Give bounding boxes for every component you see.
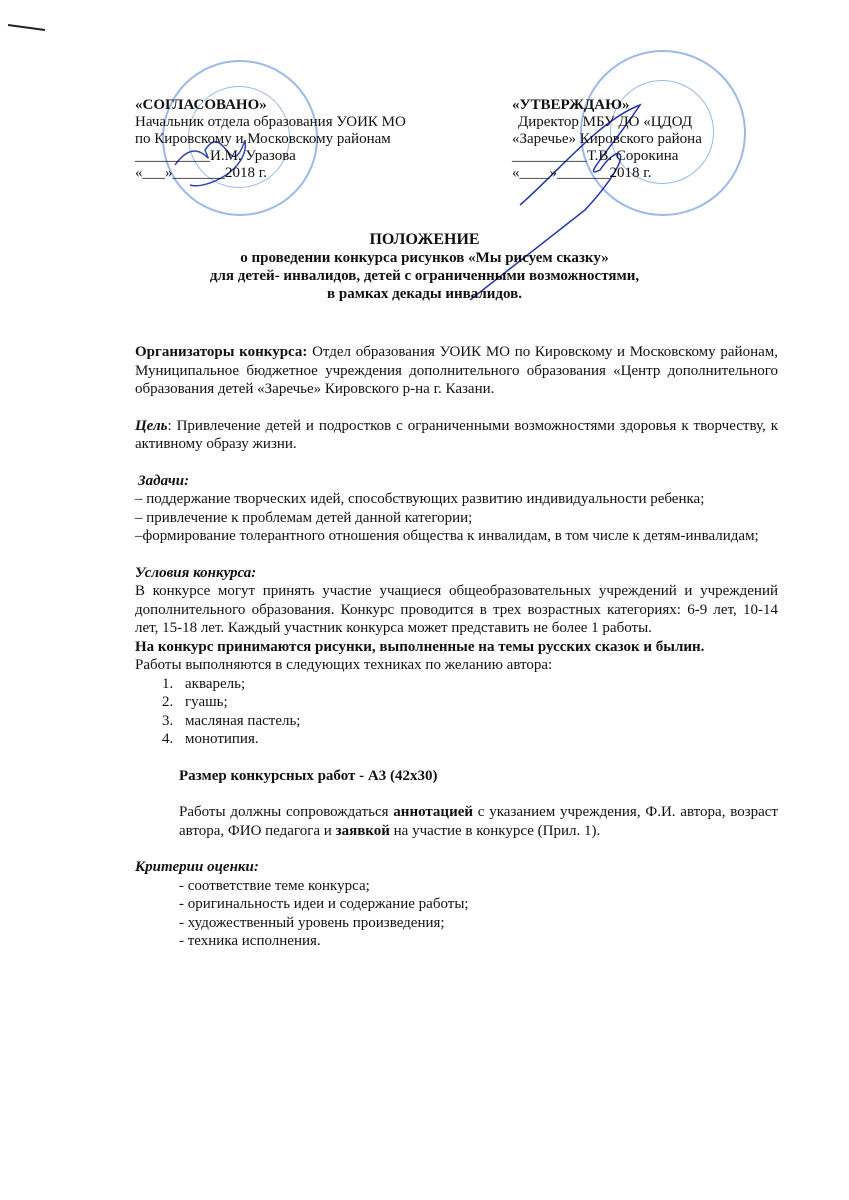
techniques-intro: Работы выполняются в следующих техниках по желанию автора: bbox=[135, 657, 553, 673]
document-title bbox=[0, 231, 849, 303]
criteria-item: - оригинальность идеи и содержание работы; bbox=[179, 896, 469, 912]
annotation: Работы должны сопровождаться аннотацией с указанием учреждения, Ф.И. автора, возраст автора, ФИО педагога и заявкой на участие в конкурсе (Прил. 1). bbox=[179, 804, 778, 839]
criteria-item: - техника исполнения. bbox=[179, 933, 321, 949]
organizers-text: Отдел образования УОИК МО по Кировскому и Московскому районам, Муниципальное бюджетное учреждения дополнительного образования «Центр дополнительного образования детей «Заречье» Кировского р-на г. Казани. bbox=[135, 344, 778, 397]
technique-item: 1. акварель; bbox=[177, 675, 778, 694]
approval-left-title: «СОГЛАСОВАНО» bbox=[135, 97, 267, 113]
task-item: – привлечение к проблемам детей данной категории; bbox=[135, 509, 473, 526]
criteria-item: - соответствие теме конкурса; bbox=[179, 877, 370, 894]
approval-right-title: «УТВЕРЖДАЮ» bbox=[512, 97, 630, 113]
task-item: – поддержание творческих идей, способствующих развитию индивидуальности ребенка; bbox=[135, 491, 705, 507]
approval-right-line2: «Заречье» Кировского района bbox=[512, 131, 702, 147]
approval-left-line1: Начальник отдела образования УОИК МО bbox=[135, 114, 406, 130]
approval-right bbox=[512, 97, 702, 182]
title-sub3: в рамках декады инвалидов. bbox=[327, 286, 522, 302]
tasks-label: Задачи: bbox=[138, 472, 190, 489]
approval-right-line1: Директор МБУ ДО «ЦДОД bbox=[518, 114, 693, 130]
approval-left-line2: по Кировскому и Московскому районам bbox=[135, 131, 391, 147]
goal-label: Цель bbox=[135, 417, 168, 434]
criteria-label: Критерии оценки: bbox=[135, 859, 259, 875]
technique-item: 2. гуашь; bbox=[177, 693, 778, 712]
scan-mark bbox=[8, 25, 45, 30]
approval-left-date: «___»_______2018 г. bbox=[135, 165, 267, 181]
criteria-item: - художественный уровень произведения; bbox=[179, 914, 445, 931]
conditions-themes: На конкурс принимаются рисунки, выполненные на темы русских сказок и былин. bbox=[135, 638, 705, 655]
conditions-text: В конкурсе могут принять участие учащиеся общеобразовательных учреждений и учреждений дополнительного образования. Конкурс проводится в трех возрастных категориях: 6-9 лет, 10-14 лет, 15-18 лет. Каждый участник конкурса может представить не более 1 работы. bbox=[135, 583, 778, 636]
title-main: ПОЛОЖЕНИЕ bbox=[369, 231, 480, 248]
approval-left bbox=[135, 97, 406, 182]
approval-left-sign: __________И.М. Уразова bbox=[135, 148, 296, 164]
document-body bbox=[135, 343, 778, 951]
organizers-label: Организаторы конкурса: bbox=[135, 344, 308, 360]
organizers bbox=[135, 343, 778, 399]
task-item: –формирование толерантного отношения общества к инвалидам, в том числе к детям-инвалидам; bbox=[135, 528, 759, 544]
approval-right-date: «____»_______2018 г. bbox=[512, 165, 652, 181]
techniques-list bbox=[135, 675, 778, 749]
work-size: Размер конкурсных работ - А3 (42х30) bbox=[179, 767, 438, 784]
technique-item: 4. монотипия. bbox=[177, 730, 778, 749]
title-sub1: о проведении конкурса рисунков «Мы рисуем сказку» bbox=[240, 250, 609, 266]
goal-text: : Привлечение детей и подростков с ограниченными возможностями здоровья к творчеству, к активному образу жизни. bbox=[135, 417, 778, 452]
conditions-label: Условия конкурса: bbox=[135, 564, 257, 581]
approval-right-sign: __________Т.В. Сорокина bbox=[512, 148, 679, 164]
goal bbox=[135, 417, 778, 454]
title-sub2: для детей- инвалидов, детей с ограниченными возможностями, bbox=[209, 268, 640, 284]
technique-item: 3. масляная пастель; bbox=[177, 712, 778, 731]
